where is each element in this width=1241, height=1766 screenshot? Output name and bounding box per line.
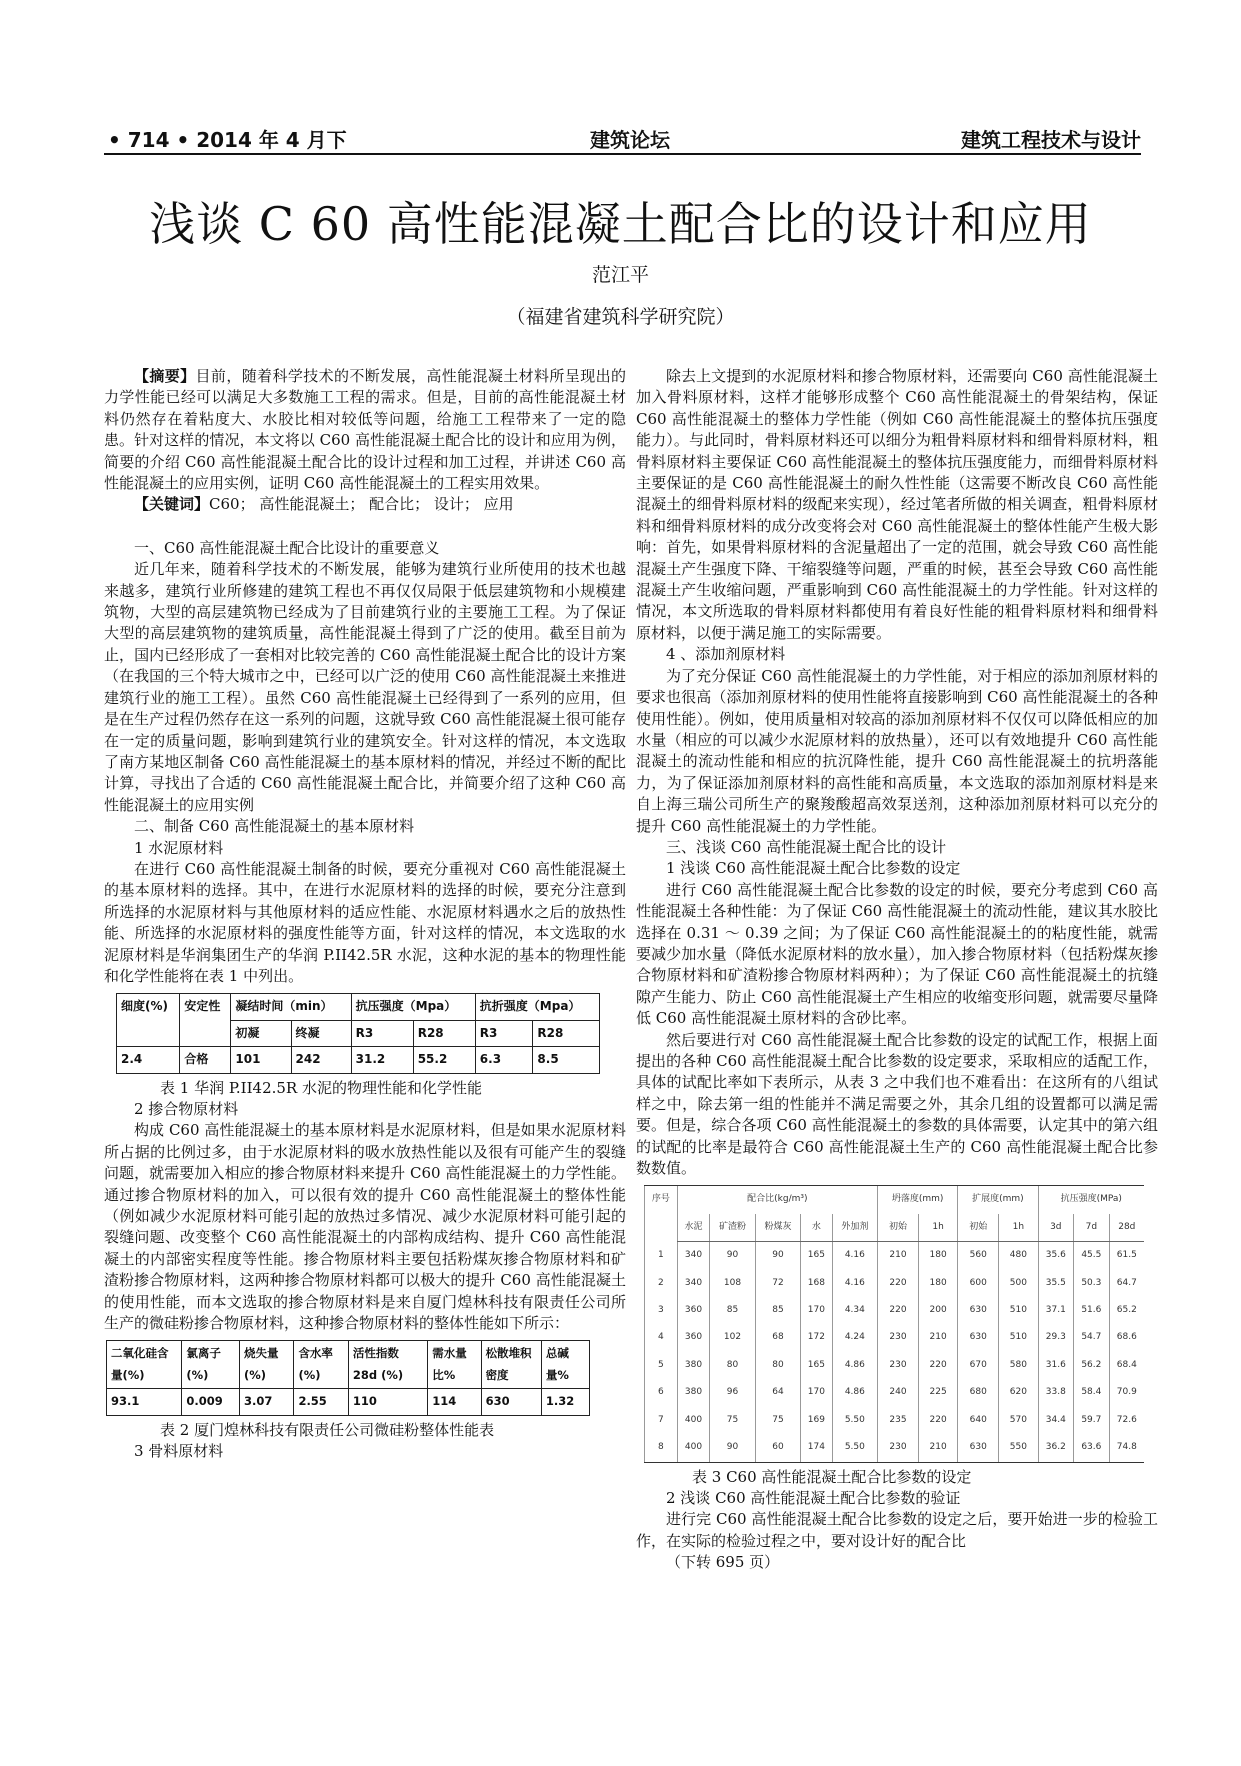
aggregate-para: 除去上文提到的水泥原材料和掺合物原材料，还需要向 C60 高性能混凝土加入骨料原材料，这样才能够形成整个 C60 高性能混凝土的骨架结构，保证 C60 高性能混凝土的整体力学性能（例如 C60 高性能混凝土的整体抗压强度能力）。与此同时，骨料原材料还可以细分为粗骨料原材料和细骨料原材料，粗骨料原材料主要保证 C60 高性能混凝土的整体抗压强度能力，而细骨料原材料主要保证的是 C60 高性能混凝土的耐久性性能（这需要不断改良 C60 高性能混凝土的细骨料原材料的级配来实现），经过笔者所做的相关调查，粗骨料原材料和细骨料原材料的成分改变将会对 C60 高性能混凝土的整体性能产生极大影响：首先，如果骨料原材料的含泥量超出了一定的范围，就会导致 C60 高性能混凝土产生强度下降、干缩裂缝等问题，严重的时候，甚至会导致 C60 高性能混凝土产生收缩问题，严重影响到 C60 高性能混凝土的力学性能。针对这样的情况，本文所选取的骨料原材料都使用有着良好性能的粗骨料原材料和细骨料原材料，以便于满足施工的实际需要。 <box>636 367 1158 642</box>
keywords: 【关键词】C60； 高性能混凝土； 配合比； 设计； 应用 <box>134 495 514 514</box>
table-1-caption: 表 1 华润 P.II42.5R 水泥的物理性能和化学性能 <box>160 1078 482 1097</box>
section-2-title: 二、制备 C60 高性能混凝土的基本原材料 <box>134 817 415 836</box>
subsection-3-1: 1 浅谈 C60 高性能混凝土配合比参数的设定 <box>666 859 961 878</box>
table-row: 8 400 90 60 174 5.50 230 210 630 550 36.2 63.6 74.8 <box>645 1434 1145 1462</box>
table-3-caption: 表 3 C60 高性能混凝土配合比参数的设定 <box>692 1467 972 1486</box>
subsection-2-3: 3 骨料原材料 <box>134 1442 224 1461</box>
table-row: 6 380 96 64 170 4.86 240 225 680 620 33.8 58.4 70.9 <box>645 1379 1145 1406</box>
table-row: 5 380 80 80 165 4.86 230 220 670 580 31.6 56.2 68.4 <box>645 1352 1145 1379</box>
subsection-3-2: 2 浅谈 C60 高性能混凝土配合比参数的验证 <box>666 1488 961 1507</box>
page-number-date: • 714 • 2014 年 4 月下 <box>108 128 347 152</box>
additive-para: 为了充分保证 C60 高性能混凝土的力学性能，对于相应的添加剂原材料的要求也很高（添加剂原材料的使用性能将直接影响到 C60 高性能混凝土的各种使用性能）。例如，使用质量相对较高的添加剂原材料不仅仅可以降低相应的加水量（相应的可以减少水泥原材料的放热量），还可以有效地提升 C60 高性能混凝土的流动性能和相应的抗沉降性能，提升 C60 高性能混凝土的抗坍落能力，为了保证添加剂原材料的高性能和高质量，本文选取的添加剂原材料是来自上海三瑞公司所生产的聚羧酸超高效泵送剂，这种添加剂原材料可以充分的提升 C60 高性能混凝土的力学性能。 <box>636 666 1158 835</box>
section-1-para: 近几年来，随着科学技术的不断发展，能够为建筑行业所使用的技术也越来越多，建筑行业所修建的建筑工程也不再仅仅局限于低层建筑物和小规模建筑物，大型的高层建筑物已经成为了目前建筑行业的主要施工工程。为了保证大型的高层建筑物的建筑质量，高性能混凝土得到了广泛的使用。截至目前为止，国内已经形成了一套相对比较完善的 C60 高性能混凝土配合比的设计方案（在我国的三个特大城市之中，已经可以广泛的使用 C60 高性能混凝土来推进建筑行业的施工工程）。虽然 C60 高性能混凝土已经得到了一系列的应用，但是在生产过程仍然存在这一系列的问题，这就导致 C60 高性能混凝土很可能存在一定的质量问题，影响到建筑行业的建筑安全。针对这样的情况，本文选取了南方某地区制备 C60 高性能混凝土的基本原材料的情况，并经过不断的配比计算，寻找出了合适的 C60 高性能混凝土配合比，并简要介绍了这种 C60 高性能混凝土的应用实例 <box>104 560 626 814</box>
subsection-2-2-para: 构成 C60 高性能混凝土的基本原材料是水泥原材料，但是如果水泥原材料所占据的比例过多，由于水泥原材料的吸水放热性能以及很有可能产生的裂缝问题，就需要加入相应的掺合物原材料来提升 C60 高性能混凝土的力学性能。通过掺合物原材料的加入，可以很有效的提升 C60 高性能混凝土的整体性能（例如减少水泥原材料可能引起的放热过多情况、减少水泥原材料可能引起的裂缝问题、改变整个 C60 高性能混凝土的内部构成结构、提升 C60 高性能混凝土的内部密实程度等性能。掺合物原材料主要包括粉煤灰掺合物原材料和矿渣粉掺合物原材料，这两种掺合物原材料都可以极大的提升 C60 高性能混凝土的使用性能，而本文选取的掺合物原材料是来自厦门煌林科技有限责任公司所生产的微硅粉掺合物原材料，这种掺合物原材料的整体性能如下所示： <box>104 1121 626 1333</box>
table-row: 3 360 85 85 170 4.34 220 200 630 510 37.1 51.6 65.2 <box>645 1297 1145 1324</box>
table-row: 7 400 75 75 169 5.50 235 220 640 570 34.4 59.7 72.6 <box>645 1407 1145 1434</box>
subsection-2-2: 2 掺合物原材料 <box>134 1100 239 1118</box>
table-row: 2 340 108 72 168 4.16 220 180 600 500 35.5 50.3 64.7 <box>645 1270 1145 1297</box>
table-row: 1 340 90 90 165 4.16 210 180 560 480 35.6 45.5 61.5 <box>645 1242 1145 1270</box>
table-row: 4 360 102 68 172 4.24 230 210 630 510 29.3 54.7 68.6 <box>645 1324 1145 1351</box>
right-column <box>636 366 1158 1574</box>
table-2-caption: 表 2 厦门煌林科技有限责任公司微硅粉整体性能表 <box>160 1420 495 1439</box>
journal-section: 建筑论坛 <box>590 128 670 152</box>
header-rule <box>104 153 1141 155</box>
author: 范江平 <box>591 264 649 286</box>
article-title: 浅谈 C 60 高性能混凝土配合比的设计和应用 <box>149 197 1092 251</box>
table-1: 细度(%) 安定性 凝结时间（min） 抗压强度（Mpa） 抗折强度（Mpa） 初凝 终凝 R3 R28 R3 R28 2.4 合格 101 242 31.2 55.2 6.3 8.5 <box>116 993 600 1073</box>
abstract: 【摘要】目前，随着科学技术的不断发展，高性能混凝土材料所呈现出的力学性能已经可以满足大多数施工工程的需求。但是，目前的高性能混凝土材料仍然存在着粘度大、水胶比相对较低等问题，给施工工程带来了一定的隐患。针对这样的情况，本文将以 C60 高性能混凝土配合比的设计和应用为例，简要的介绍 C60 高性能混凝土配合比的设计过程和加工过程，并讲述 C60 高性能混凝土的应用实例，证明 C60 高性能混凝土的工程实用效果。 <box>104 367 626 493</box>
journal-name: 建筑工程技术与设计 <box>961 128 1141 152</box>
subsection-2-4: 4 、添加剂原材料 <box>666 645 786 664</box>
institution: （福建省建筑科学研究院） <box>506 306 735 328</box>
table-3: 序号 配合比(kg/m³) 坍落度(mm) 扩展度(mm) 抗压强度(MPa) 水泥 矿渣粉 粉煤灰 水 外加剂 初始 1h 初始 1h 3d 7d 28d 1 340 90 90 165 4.16 210 180 560 480 35.6 45.5 61.5 2 340 108 72 168 4.16 220 180 600 500 35.5 50.3 64.7 3 360 85 85 170 4.34 220 200 630 510 37.1 51.6 65.2 4 360 102 68 172 4.24 230 210 630 510 29.3 54.7 68.6 5 380 80 80 165 4.86 230 220 670 580 31.6 56.2 68.4 6 380 96 64 170 4.86 240 225 680 620 33.8 58.4 70.9 7 400 75 75 169 5.50 235 220 640 570 34.4 59.7 72.6 8 400 90 60 174 5.50 230 210 630 550 36.2 63.6 74.8 <box>644 1185 1144 1462</box>
continued-note: （下转 695 页） <box>666 1553 780 1572</box>
subsection-2-1: 1 水泥原材料 <box>134 838 224 857</box>
table-2: 二氧化硅含量(%) 氯离子(%) 烧失量(%) 含水率(%) 活性指数 28d (%) 需水量比% 松散堆积密度 总碱量% 93.1 0.009 3.07 2.55 110 114 630 1.32 <box>106 1340 590 1415</box>
section-1-title: 一、C60 高性能混凝土配合比设计的重要意义 <box>134 538 440 557</box>
subsection-3-1-para: 进行 C60 高性能混凝土配合比参数的设定的时候，要充分考虑到 C60 高性能混凝土各种性能：为了保证 C60 高性能混凝土的流动性能，建议其水胶比选择在 0.31 ～ 0.39 之间；为了保证 C60 高性能混凝土的的粘度性能，就需要减少加水量（降低水泥原材料的放水量），加入掺合物原材料（包括粉煤灰掺合物原材料和矿渣粉掺合物原材料两种）；为了保证 C60 高性能混凝土的抗缝隙产生能力、防止 C60 高性能混凝土产生相应的收缩变形问题，就需要尽量降低 C60 高性能混凝土原材料的含砂比率。 <box>636 880 1158 1028</box>
left-column <box>104 366 626 1463</box>
subsection-3-2-para: 进行完 C60 高性能混凝土配合比参数的设定之后，要开始进一步的检验工作，在实际的检验过程之中，要对设计好的配合比 <box>636 1510 1158 1550</box>
subsection-2-1-para: 在进行 C60 高性能混凝土制备的时候，要充分重视对 C60 高性能混凝土的基本原材料的选择。其中，在进行水泥原材料的选择的时候，要充分注意到所选择的水泥原材料与其他原材料的适应性能、水泥原材料遇水之后的放热性能、所选择的水泥原材料的强度性能等方面，针对这样的情况，本文选取的水泥原材料是华润集团生产的华润 P.II42.5R 水泥，这种水泥的基本的物理性能和化学性能将在表 1 中列出。 <box>104 859 626 985</box>
trial-mix-para: 然后要进行对 C60 高性能混凝土配合比参数的设定的试配工作，根据上面提出的各种 C60 高性能混凝土配合比参数的设定要求，采取相应的适配工作，具体的试配比率如下表所示，从表 3 之中我们也不难看出：在这所有的八组试样之中，除去第一组的性能并不满足需要之外，其余几组的设置都可以满足需要。但是，综合各项 C60 高性能混凝土的参数的具体需要，认定其中的第六组的试配的比率是最符合 C60 高性能混凝土生产的 C60 高性能混凝土配合比参数数值。 <box>636 1030 1158 1178</box>
section-3-title: 三、浅谈 C60 高性能混凝土配合比的设计 <box>666 837 947 856</box>
